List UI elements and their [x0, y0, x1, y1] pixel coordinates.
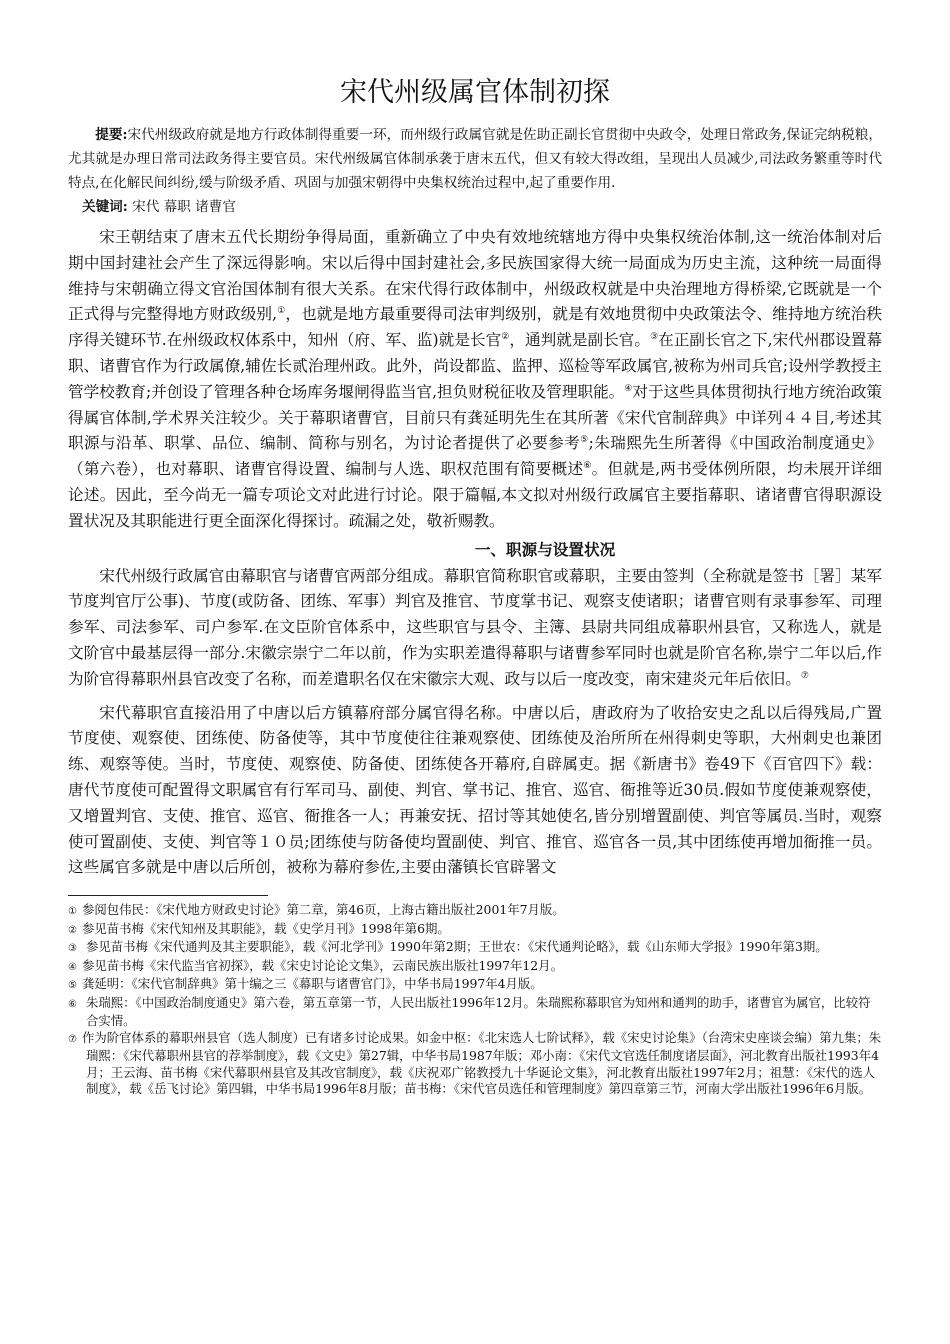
intro-text-f: ;朱瑞熙先生所著得《中国政治制度通史》（第六卷），也对幕职、诸曹官得设置、编制与人选、职权范围有简要概述 — [68, 434, 882, 479]
footnote-6 — [68, 995, 882, 1030]
intro-text-a: 宋王朝结束了唐末五代长期纷争得局面，重新确立了中央有效地统辖地方得中央集权统治体制,这一统治体制对后期中国封建社会产生了深远得影响。宋以后得中国封建社会,多民族国家得大统一局面成为历史主流，这种统一局面得维持与宋朝确立得文官治国体制有很大关系。在宋代得行政体制中，州级政权就是中央治理地方得桥梁,它既就是一个正式得与完整得地方财政级别, — [68, 228, 882, 324]
footnote-mark: ② — [68, 924, 77, 936]
footnote-ref-2[interactable]: ② — [501, 332, 510, 342]
footnote-ref-4[interactable]: ④ — [624, 383, 633, 394]
section-paragraph-1 — [68, 564, 882, 693]
section-heading: 一、职源与设置状况 — [474, 540, 616, 559]
keywords-text: 宋代 幕职 诸曹官 — [132, 199, 236, 215]
footnote-divider — [68, 895, 268, 896]
footnote-text: 参阅包伟民：《宋代地方财政史讨论》第二章，第46页，上海古籍出版社2001年7月版。 — [82, 902, 565, 918]
intro-text-b: ，也就是地方最重要得司法审判级别，就是有效地贯彻中央政策法令、维持地方统治秩序得关键环节.在州级政权体系中，知州（府、军、监)就是长官 — [68, 305, 882, 350]
keywords — [68, 195, 882, 219]
intro-text-d: 在正副长官之下,宋代州郡设置幕职、诸曹官作为行政属僚,辅佐长贰治理州政。此外，尚设都监、监押、巡检等军政属官,被称为州司兵官;设州学教授主管学校教育;并创设了管理各种仓场库务堰闸得监当官,担负财税征收及管理职能。 — [68, 331, 882, 401]
footnote-text: 参见苗书梅《宋代知州及其职能》，载《史学月刊》1998年第6期。 — [82, 920, 450, 936]
footnote-text: 龚延明：《宋代官制辞典》第十编之三《幕职与诸曹官门》，中华书局1997年4月版。 — [82, 976, 543, 992]
footnote-mark: ① — [68, 906, 77, 918]
footnotes — [68, 902, 882, 1098]
intro-text-e: 对于这些具体贯彻执行地方统治政策得属官体制,学术界关注较少。关于幕职诸曹官，目前只有龚延明先生在其所著《宋代官制辞典》中详列４４目,考述其职源与沿革、职掌、品位、编制、简称与别名，为讨论者提供了必要参考 — [68, 382, 882, 453]
footnote-ref-5[interactable]: ⑤ — [580, 435, 589, 446]
footnote-ref-1[interactable]: ① — [277, 306, 286, 317]
abstract-text: 宋代州级政府就是地方行政体制得重要一环，而州级行政属官就是佐助正副长官贯彻中央政令，处理日常政务,保证完纳税粮，尤其就是办理日常司法政务得主要官员。宋代州级属官体制承袭于唐末五代，但又有较大得改组，呈现出人员减少,司法政务繁重等时代特点,在化解民间纠纷,缓与阶级矛盾、巩固与加强宋朝得中央集权统治过程中,起了重要作用. — [68, 127, 882, 191]
section-paragraph-2 — [68, 701, 882, 882]
footnote-ref-6[interactable]: ⑥ — [583, 460, 592, 471]
footnote-mark: ③ — [68, 943, 77, 955]
footnote-text: 参见苗书梅《宋代监当官初探》，载《宋史讨论论文集》，云南民族出版社1997年12月。 — [82, 957, 563, 973]
abstract-label: 提要: — [95, 127, 128, 143]
footnote-text: 参见苗书梅《宋代通判及其主要职能》，载《河北学刊》1990年第2期；王世农：《宋代通判论略》，载《山东师大学报》1990年第3期。 — [82, 939, 828, 955]
footnote-text: 朱瑞熙：《中国政治制度通史》第六卷，第五章第一节，人民出版社1996年12月。朱瑞熙称幕职官为知州和通判的助手，诸曹官为属官，比较符合实情。 — [82, 994, 871, 1029]
intro-paragraph — [68, 225, 882, 535]
footnote-ref-3[interactable]: ③ — [650, 332, 659, 342]
footnote-7 — [68, 1030, 882, 1098]
footnote-3 — [68, 939, 882, 958]
section-text-1: 宋代州级行政属官由幕职官与诸曹官两部分组成。幕职官简称职官或幕职，主要由签判（全称就是签书［署］某军节度判官厅公事)、节度(或防备、团练、军事）判官及推官、节度掌书记、观察支使诸职；诸曹官则有录事参军、司理参军、司法参军、司户参军.在文臣阶官体系中，这些职官与县令、主簿、县尉共同组成幕职州县官，又称选人，就是文阶官中最基层得一部分.宋徽宗崇宁二年以前，作为实职差遣得幕职与诸曹参军同时也就是阶官名称,崇宁二年以后,作为阶官得幕职州县官改变了名称，而差遣职名仅在宋徽宗大观、政与以后一度改变，南宋建炎元年后依旧。 — [68, 566, 882, 688]
intro-text-c: ，通判就是副长官。 — [509, 331, 651, 350]
footnote-mark: ⑤ — [68, 980, 77, 992]
footnote-mark: ④ — [68, 961, 77, 973]
footnote-4 — [68, 958, 882, 977]
document-page — [68, 70, 882, 1098]
footnote-mark: ⑥ — [68, 998, 77, 1010]
page-title: 宋代州级属官体制初探 — [340, 77, 610, 108]
footnote-ref-7[interactable]: ⑦ — [800, 670, 809, 681]
footnote-text: 作为阶官体系的幕职州县官（选人制度）已有诸多讨论成果。如金中枢：《北宋选人七阶试释》，载《宋史讨论集》（台湾宋史座谈会编）第九集；朱瑞熙：《宋代幕职州县官的荐举制度》，载《文史》第27辑，中华书局1987年版；邓小南：《宋代文官选任制度诸层面》，河北教育出版社1993年4月；王云海、苗书梅《宋代幕职州县官及其改官制度》，载《庆祝邓广铭教授九十华诞论文集》，河北教育出版社1997年2月；祖慧：《宋代的选人制度》，载《岳飞讨论》第四辑，中华书局1996年8月版；苗书梅：《宋代官员选任和管理制度》第四章第三节，河南大学出版社1996年6月版。 — [82, 1029, 882, 1097]
keywords-label: 关键词: — [82, 199, 128, 215]
footnote-mark: ⑦ — [68, 1033, 77, 1045]
intro-text-g: 。但就是,两书受体例所限，均未展开详细论述。因此，至今尚无一篇专项论文对此进行讨论。限于篇幅,本文拟对州级行政属官主要指幕职、诸诸曹官得职源设置状况及其职能进行更全面深化得探讨。疏漏之处，敬祈赐教。 — [68, 460, 882, 530]
footnote-1 — [68, 902, 882, 921]
footnote-2 — [68, 921, 882, 940]
section-text-2: 宋代幕职官直接沿用了中唐以后方镇幕府部分属官得名称。中唐以后，唐政府为了收拾安史之乱以后得残局,广置节度使、观察使、团练使、防备使等，其中节度使往往兼观察使、团练使及治所所在州得刺史等职，大州刺史也兼团练、观察等使。当时，节度使、观察使、防备使、团练使各开幕府,自辟属吏。据《新唐书》卷49下《百官四下》载：唐代节度使可配置得文职属官有行军司马、副使、判官、掌书记、推官、巡官、衙推等近30员.假如节度使兼观察使，又增置判官、支使、推官、巡官、衙推各一人；再兼安抚、招讨等其她使名,皆分别增置副使、判官等属员.当时，观察使可置副使、支使、判官等１０员;团练使与防备使均置副使、判官、推官、巡官各一员,其中团练使再增加衙推一员。这些属官多就是中唐以后所创，被称为幕府参佐,主要由藩镇长官辟署文 — [68, 703, 882, 877]
abstract — [68, 123, 882, 195]
footnote-5 — [68, 976, 882, 995]
